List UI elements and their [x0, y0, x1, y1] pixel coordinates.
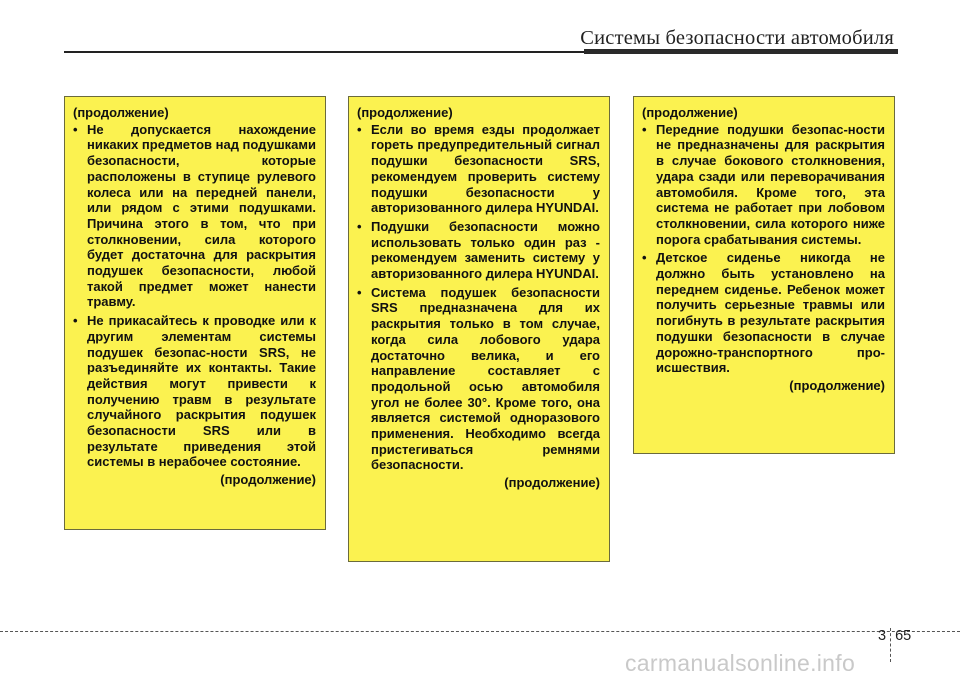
section-number: 3: [878, 628, 887, 644]
warning-text: Детское сиденье никогда не должно быть установлено на переднем сиденье. Ребенок может получить серьезные травмы или погибнуть в результате раскрытия подушки безопасности в случае дорожно-транспортного про-исшествия.: [656, 250, 885, 376]
warning-item: [642, 122, 885, 248]
page-number-value: 65: [895, 628, 912, 644]
warning-text: Система подушек безопасности SRS предназначена для их раскрытия только в том случае, когда сила лобового удара достаточно велика, и его направление составляет с продольной осью автомобиля угол не более 30°. Кроме того, она является системой одноразового применения. Необходимо всегда пристегиваться ремнями безопасности.: [371, 284, 600, 473]
warning-list: [642, 122, 885, 376]
warning-text: Не допускается нахождение никаких предметов над подушками безопасности, которые расположены в ступице рулевого колеса или на передней панели, или рядом с этими подушками. Причина этого в том, что при столкновении, сила которого будет достаточна для раскрытия подушек безопасности, любой такой предмет может нанести травму.: [87, 121, 316, 310]
warning-item: [357, 285, 600, 473]
page-separator: [890, 628, 891, 662]
watermark: carmanualsonline.info: [625, 650, 856, 676]
warning-box-3: [633, 96, 895, 454]
warning-item: [642, 250, 885, 376]
bullet-icon: •: [73, 313, 78, 329]
header-rule-thick: [584, 49, 898, 54]
bullet-icon: •: [357, 218, 362, 234]
warning-text: Если во время езды продолжает гореть предупредительный сигнал подушки безопасности SRS, рекомендуем проверить систему подушки безопасности у авторизованного дилера HYUNDAI.: [371, 121, 600, 216]
bullet-icon: •: [357, 121, 362, 137]
warning-text: Не прикасайтесь к проводке или к другим элементам системы подушек безопас-ности SRS, не разъединяйте их контакты. Такие действия могут привести к получению травм в результате случайного раскрытия подушек безопасности SRS или в результате приведения этой системы в нерабочее состояние.: [87, 313, 316, 470]
warning-text: Подушки безопасности можно использовать только один раз - рекомендуем заменить систему у авторизованного дилера HYUNDAI.: [371, 218, 600, 282]
continued-label-bottom: (продолжение): [220, 472, 316, 488]
continued-label-top: (продолжение): [73, 105, 169, 120]
warning-list: [73, 122, 316, 470]
page-header-title: Системы безопасности автомобиля: [580, 27, 894, 49]
warning-item: [357, 122, 600, 216]
bullet-icon: •: [642, 121, 647, 137]
continued-label-bottom: (продолжение): [504, 475, 600, 491]
continued-label-bottom: (продолжение): [789, 377, 885, 393]
bullet-icon: •: [357, 284, 362, 300]
footer-rule: [0, 631, 960, 632]
warning-list: [357, 122, 600, 473]
warning-box-2: [348, 96, 610, 562]
continued-label-top: (продолжение): [357, 105, 453, 120]
continued-label-top: (продолжение): [642, 105, 738, 120]
page-number: [878, 628, 911, 662]
bullet-icon: •: [642, 250, 647, 266]
warning-item: [357, 219, 600, 282]
bullet-icon: •: [73, 121, 78, 137]
warning-box-1: [64, 96, 326, 530]
warning-item: [73, 313, 316, 470]
warning-text: Передние подушки безопас-ности не предназначены для раскрытия в случае бокового столкновения, удара сзади или переворачивания автомобиля. Кроме того, эта система не работает при лобовом столкновении, сила которого ниже порога срабатывания системы.: [656, 121, 885, 247]
header-rule-thin: [64, 51, 584, 53]
warning-item: [73, 122, 316, 310]
